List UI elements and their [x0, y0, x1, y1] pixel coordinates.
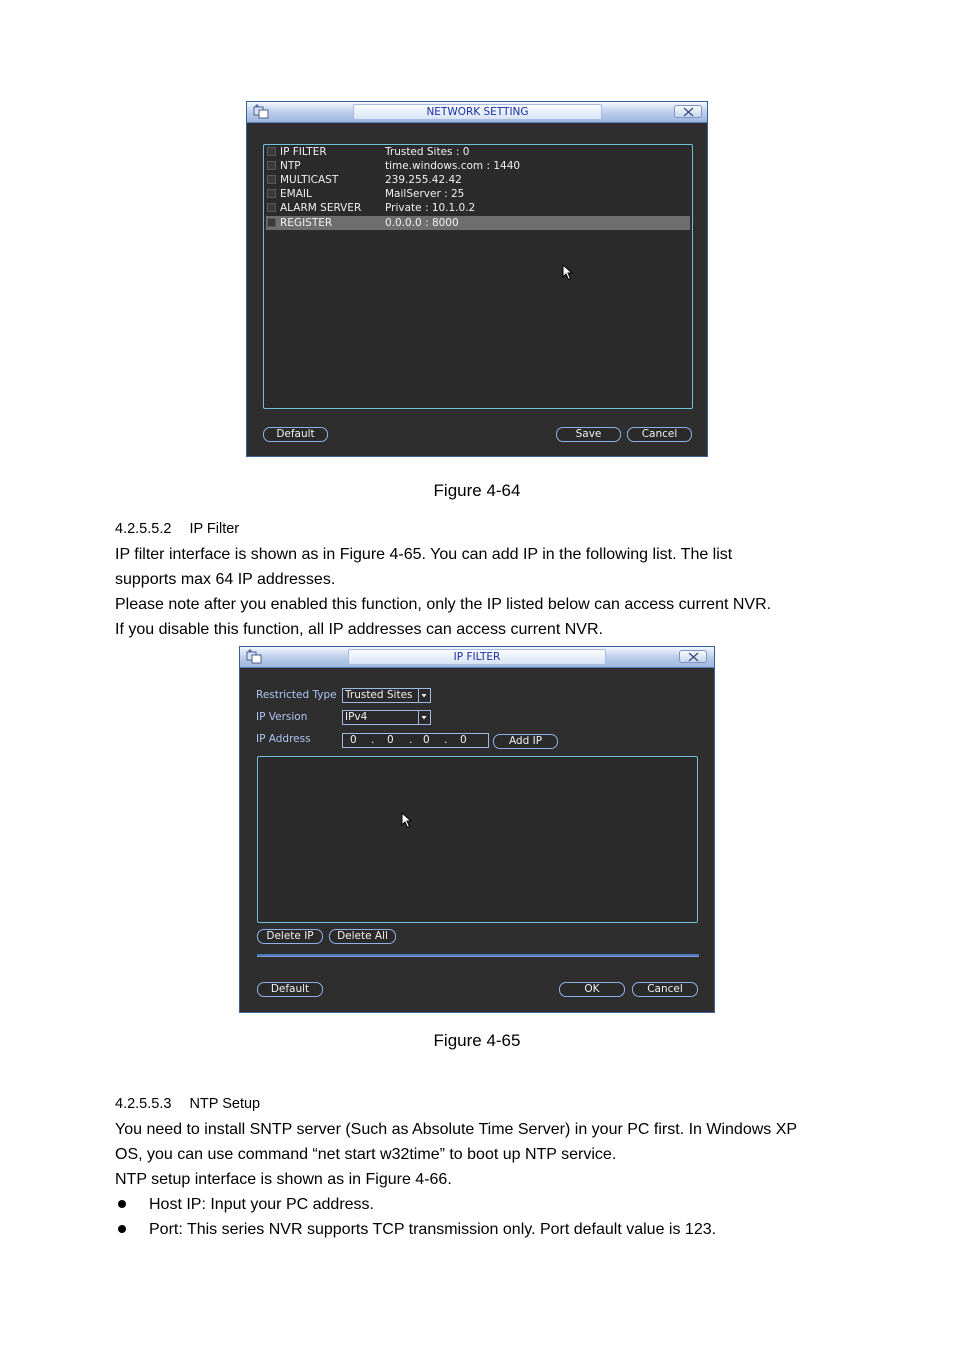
cancel-button[interactable]: Cancel — [632, 982, 698, 997]
ip-version-value: IPv4 — [345, 711, 368, 723]
ip-dot: . — [409, 734, 413, 746]
paragraph-line: You need to install SNTP server (Such as Absolute Time Server) in your PC first. In Windows XP — [115, 1121, 798, 1138]
chevron-down-icon — [419, 689, 429, 702]
paragraph-line: NTP setup interface is shown as in Figure 4-66. — [115, 1171, 452, 1188]
ip-version-select[interactable] — [342, 710, 431, 725]
checkbox[interactable] — [267, 203, 276, 212]
close-button[interactable] — [679, 650, 707, 663]
title-bar — [240, 647, 714, 668]
checkbox[interactable] — [267, 218, 276, 227]
ok-button[interactable]: OK — [559, 982, 625, 997]
ip-address-label: IP Address — [256, 733, 311, 745]
ip-list — [257, 756, 698, 923]
setting-value: Trusted Sites : 0 — [385, 146, 470, 158]
bullet-item: Port: This series NVR supports TCP transmission only. Port default value is 123. — [149, 1221, 717, 1238]
close-icon — [683, 107, 694, 117]
paragraph-line: OS, you can use command “net start w32time” to boot up NTP service. — [115, 1146, 617, 1163]
ip-octet[interactable]: 0 — [423, 734, 430, 746]
checkbox[interactable] — [267, 147, 276, 156]
section-heading — [115, 1096, 260, 1112]
setting-name: REGISTER — [280, 217, 333, 229]
paragraph-line: IP filter interface is shown as in Figure 4-65. You can add IP in the following list. The list — [115, 546, 733, 563]
setting-value: 239.255.42.42 — [385, 174, 462, 186]
delete-all-button[interactable]: Delete All — [329, 929, 396, 944]
mouse-pointer-icon — [562, 264, 573, 281]
save-button[interactable]: Save — [556, 427, 621, 442]
window-title: IP FILTER — [348, 649, 606, 665]
mouse-pointer-icon — [401, 812, 412, 829]
checkbox[interactable] — [267, 175, 276, 184]
chevron-down-icon — [419, 711, 429, 724]
setting-name: ALARM SERVER — [280, 202, 362, 214]
paragraph-line: Please note after you enabled this function, only the IP listed below can access current NVR. — [115, 596, 772, 613]
dropdown-arrow[interactable] — [418, 689, 430, 702]
setting-value: 0.0.0.0 : 8000 — [385, 217, 459, 229]
default-button[interactable]: Default — [263, 427, 328, 442]
list-item[interactable] — [266, 173, 690, 187]
divider — [257, 954, 699, 957]
close-icon — [688, 652, 699, 662]
figure-caption: Figure 4-65 — [433, 1031, 521, 1050]
figure-caption: Figure 4-64 — [433, 481, 521, 500]
setting-value: MailServer : 25 — [385, 188, 465, 200]
restricted-type-value: Trusted Sites — [345, 689, 413, 701]
cancel-button[interactable]: Cancel — [627, 427, 692, 442]
section-title: NTP Setup — [189, 1096, 261, 1112]
restricted-type-select[interactable] — [342, 688, 431, 703]
setting-name: NTP — [280, 160, 301, 172]
setting-name: MULTICAST — [280, 174, 339, 186]
section-heading — [115, 521, 239, 537]
setting-value: Private : 10.1.0.2 — [385, 202, 476, 214]
title-bar — [247, 102, 707, 123]
ip-dot: . — [444, 734, 448, 746]
ip-dot: . — [371, 734, 375, 746]
bullet-item: Host IP: Input your PC address. — [149, 1196, 374, 1213]
section-number: 4.2.5.5.3 — [115, 1096, 172, 1112]
bullet-icon — [118, 1225, 126, 1233]
list-item[interactable] — [266, 187, 690, 201]
bullet-icon — [118, 1200, 126, 1208]
default-button[interactable]: Default — [257, 982, 323, 997]
section-number: 4.2.5.5.2 — [115, 521, 172, 537]
network-setting-window — [246, 101, 708, 457]
close-button[interactable] — [674, 105, 702, 118]
list-item[interactable] — [266, 145, 690, 159]
paragraph-line: If you disable this function, all IP addresses can access current NVR. — [115, 621, 603, 638]
ip-octet[interactable]: 0 — [387, 734, 394, 746]
setting-name: EMAIL — [280, 188, 312, 200]
list-item[interactable] — [266, 201, 690, 215]
section-title: IP Filter — [189, 521, 240, 537]
setting-name: IP FILTER — [280, 146, 327, 158]
ip-address-input[interactable] — [342, 733, 489, 748]
add-ip-button[interactable]: Add IP — [493, 734, 558, 749]
restricted-type-label: Restricted Type — [256, 689, 337, 701]
checkbox[interactable] — [267, 189, 276, 198]
window-title: NETWORK SETTING — [353, 104, 602, 120]
ip-filter-window — [239, 646, 715, 1013]
setting-value: time.windows.com : 1440 — [385, 160, 521, 172]
network-settings-list — [263, 144, 693, 409]
delete-ip-button[interactable]: Delete IP — [257, 929, 323, 944]
checkbox[interactable] — [267, 161, 276, 170]
dropdown-arrow[interactable] — [418, 711, 430, 724]
app-icon — [253, 104, 269, 119]
paragraph-line: supports max 64 IP addresses. — [115, 571, 336, 588]
list-item[interactable] — [266, 159, 690, 173]
list-item-selected[interactable] — [266, 216, 690, 230]
app-icon — [246, 649, 262, 664]
ip-octet[interactable]: 0 — [460, 734, 467, 746]
ip-version-label: IP Version — [256, 711, 308, 723]
ip-octet[interactable]: 0 — [350, 734, 357, 746]
